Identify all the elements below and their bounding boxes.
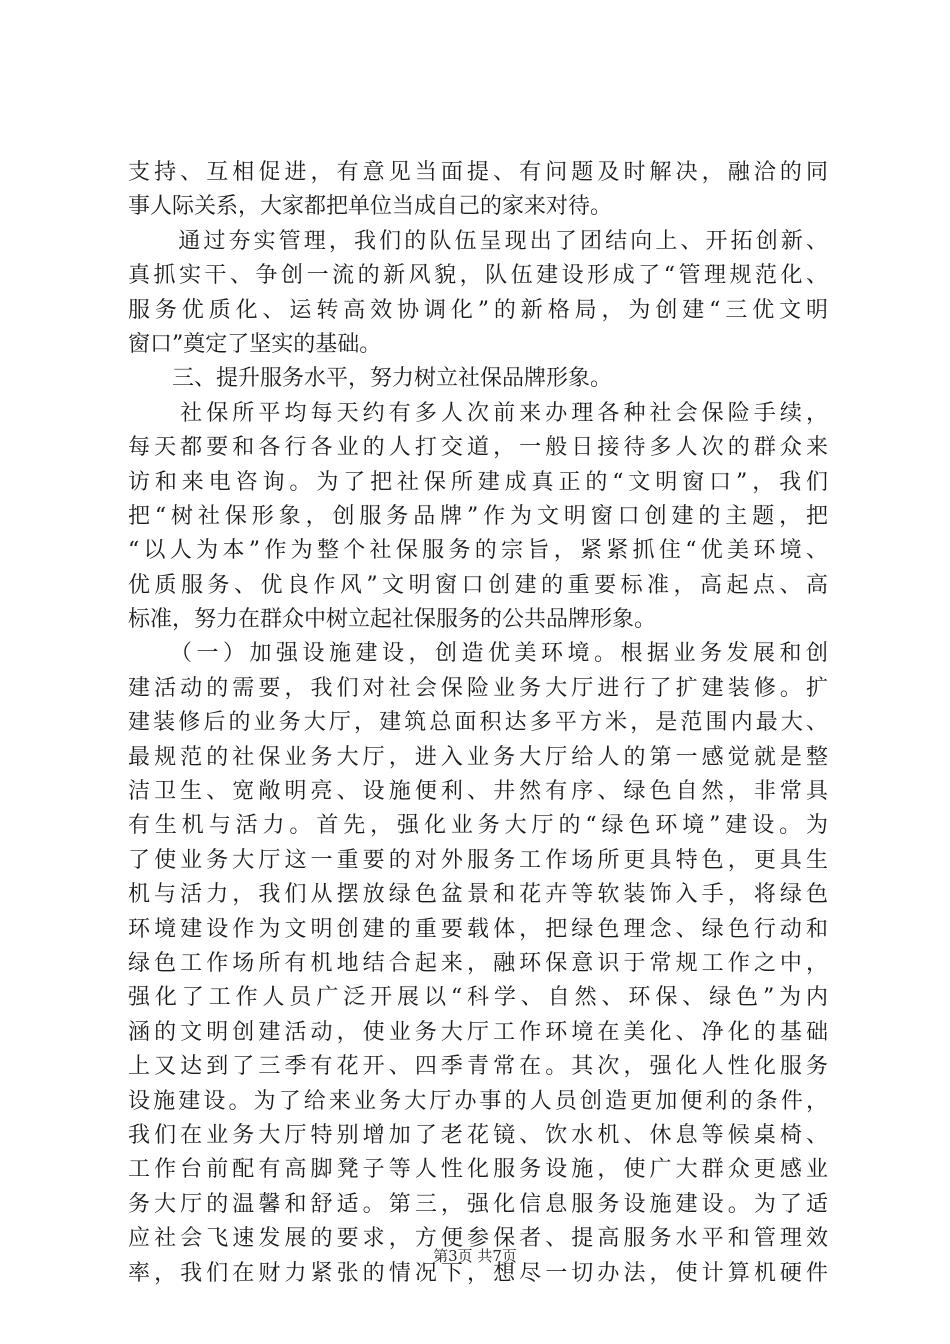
paragraph-line: 有生机与活力。首先，强化业务大厅的“绿色环境”建设。为 bbox=[128, 813, 828, 839]
paragraph-line: （一）加强设施建设，创造优美环境。根据业务发展和创 bbox=[128, 641, 828, 667]
paragraph-line: 环境建设作为文明创建的重要载体，把绿色理念、绿色行动和 bbox=[128, 916, 828, 942]
paragraph-line: 涵的文明创建活动，使业务大厅工作环境在美化、净化的基础 bbox=[128, 1019, 828, 1045]
paragraph-line: 支持、互相促进，有意见当面提、有问题及时解决，融洽的同 bbox=[128, 160, 828, 185]
paragraph-line: 最规范的社保业务大厅，进入业务大厅给人的第一感觉就是整 bbox=[128, 744, 828, 770]
paragraph-line: 强化了工作人员广泛开展以“科学、自然、环保、绿色”为内 bbox=[128, 985, 828, 1011]
page-footer: 第3页 共7页 bbox=[433, 1247, 517, 1265]
paragraph-line: 窗口”奠定了坚实的基础。 bbox=[128, 331, 382, 357]
paragraph-line: 每天都要和各行各业的人打交道，一般日接待多人次的群众来 bbox=[128, 435, 828, 461]
paragraph-line: 机与活力，我们从摆放绿色盆景和花卉等软装饰入手，将绿色 bbox=[128, 882, 828, 908]
paragraph-line: 把“树社保形象，创服务品牌”作为文明窗口创建的主题，把 bbox=[128, 503, 828, 529]
paragraph-line: 率，我们在财力紧张的情况下，想尽一切办法，使计算机硬件 bbox=[128, 1260, 828, 1286]
paragraph-line: 标准，努力在群众中树立起社保服务的公共品牌形象。 bbox=[128, 607, 657, 633]
paragraph-line: 服务优质化、运转高效协调化”的新格局，为创建“三优文明 bbox=[128, 297, 828, 323]
document-body bbox=[128, 156, 828, 1291]
paragraph-line: “以人为本”作为整个社保服务的宗旨，紧紧抓住“优美环境、 bbox=[128, 538, 828, 564]
paragraph-line: 应社会飞速发展的要求，方便参保者、提高服务水平和管理效 bbox=[128, 1226, 828, 1252]
paragraph-line: 建活动的需要，我们对社会保险业务大厅进行了扩建装修。扩 bbox=[128, 675, 828, 701]
paragraph-line: 社保所平均每天约有多人次前来办理各种社会保险手续， bbox=[128, 400, 828, 426]
paragraph-line: 务大厅的温馨和舒适。第三，强化信息服务设施建设。为了适 bbox=[128, 1191, 828, 1217]
paragraph-line: 工作台前配有高脚凳子等人性化服务设施，使广大群众更感业 bbox=[128, 1157, 828, 1183]
paragraph-line: 事人际关系，大家都把单位当成自己的家来对待。 bbox=[128, 194, 613, 220]
paragraph-line: 绿色工作场所有机地结合起来，融环保意识于常规工作之中， bbox=[128, 950, 828, 976]
paragraph-line: 了使业务大厅这一重要的对外服务工作场所更具特色，更具生 bbox=[128, 847, 828, 873]
paragraph-line: 上又达到了三季有花开、四季青常在。其次，强化人性化服务 bbox=[128, 1054, 828, 1080]
paragraph-line: 设施建设。为了给来业务大厅办事的人员创造更加便利的条件， bbox=[128, 1088, 828, 1114]
paragraph-line: 三、提升服务水平，努力树立社保品牌形象。 bbox=[128, 366, 613, 392]
paragraph-line: 真抓实干、争创一流的新风貌，队伍建设形成了“管理规范化、 bbox=[128, 263, 828, 289]
paragraph-line: 通过夯实管理，我们的队伍呈现出了团结向上、开拓创新、 bbox=[128, 228, 828, 254]
paragraph-line: 访和来电咨询。为了把社保所建成真正的“文明窗口”，我们 bbox=[128, 469, 828, 495]
paragraph-line: 优质服务、优良作风”文明窗口创建的重要标准，高起点、高 bbox=[128, 572, 828, 598]
paragraph-line: 我们在业务大厅特别增加了老花镜、饮水机、休息等候桌椅、 bbox=[128, 1122, 828, 1148]
paragraph-line: 建装修后的业务大厅，建筑总面积达多平方米，是范围内最大、 bbox=[128, 710, 828, 736]
paragraph-line: 洁卫生、宽敞明亮、设施便利、井然有序、绿色自然，非常具 bbox=[128, 779, 828, 805]
